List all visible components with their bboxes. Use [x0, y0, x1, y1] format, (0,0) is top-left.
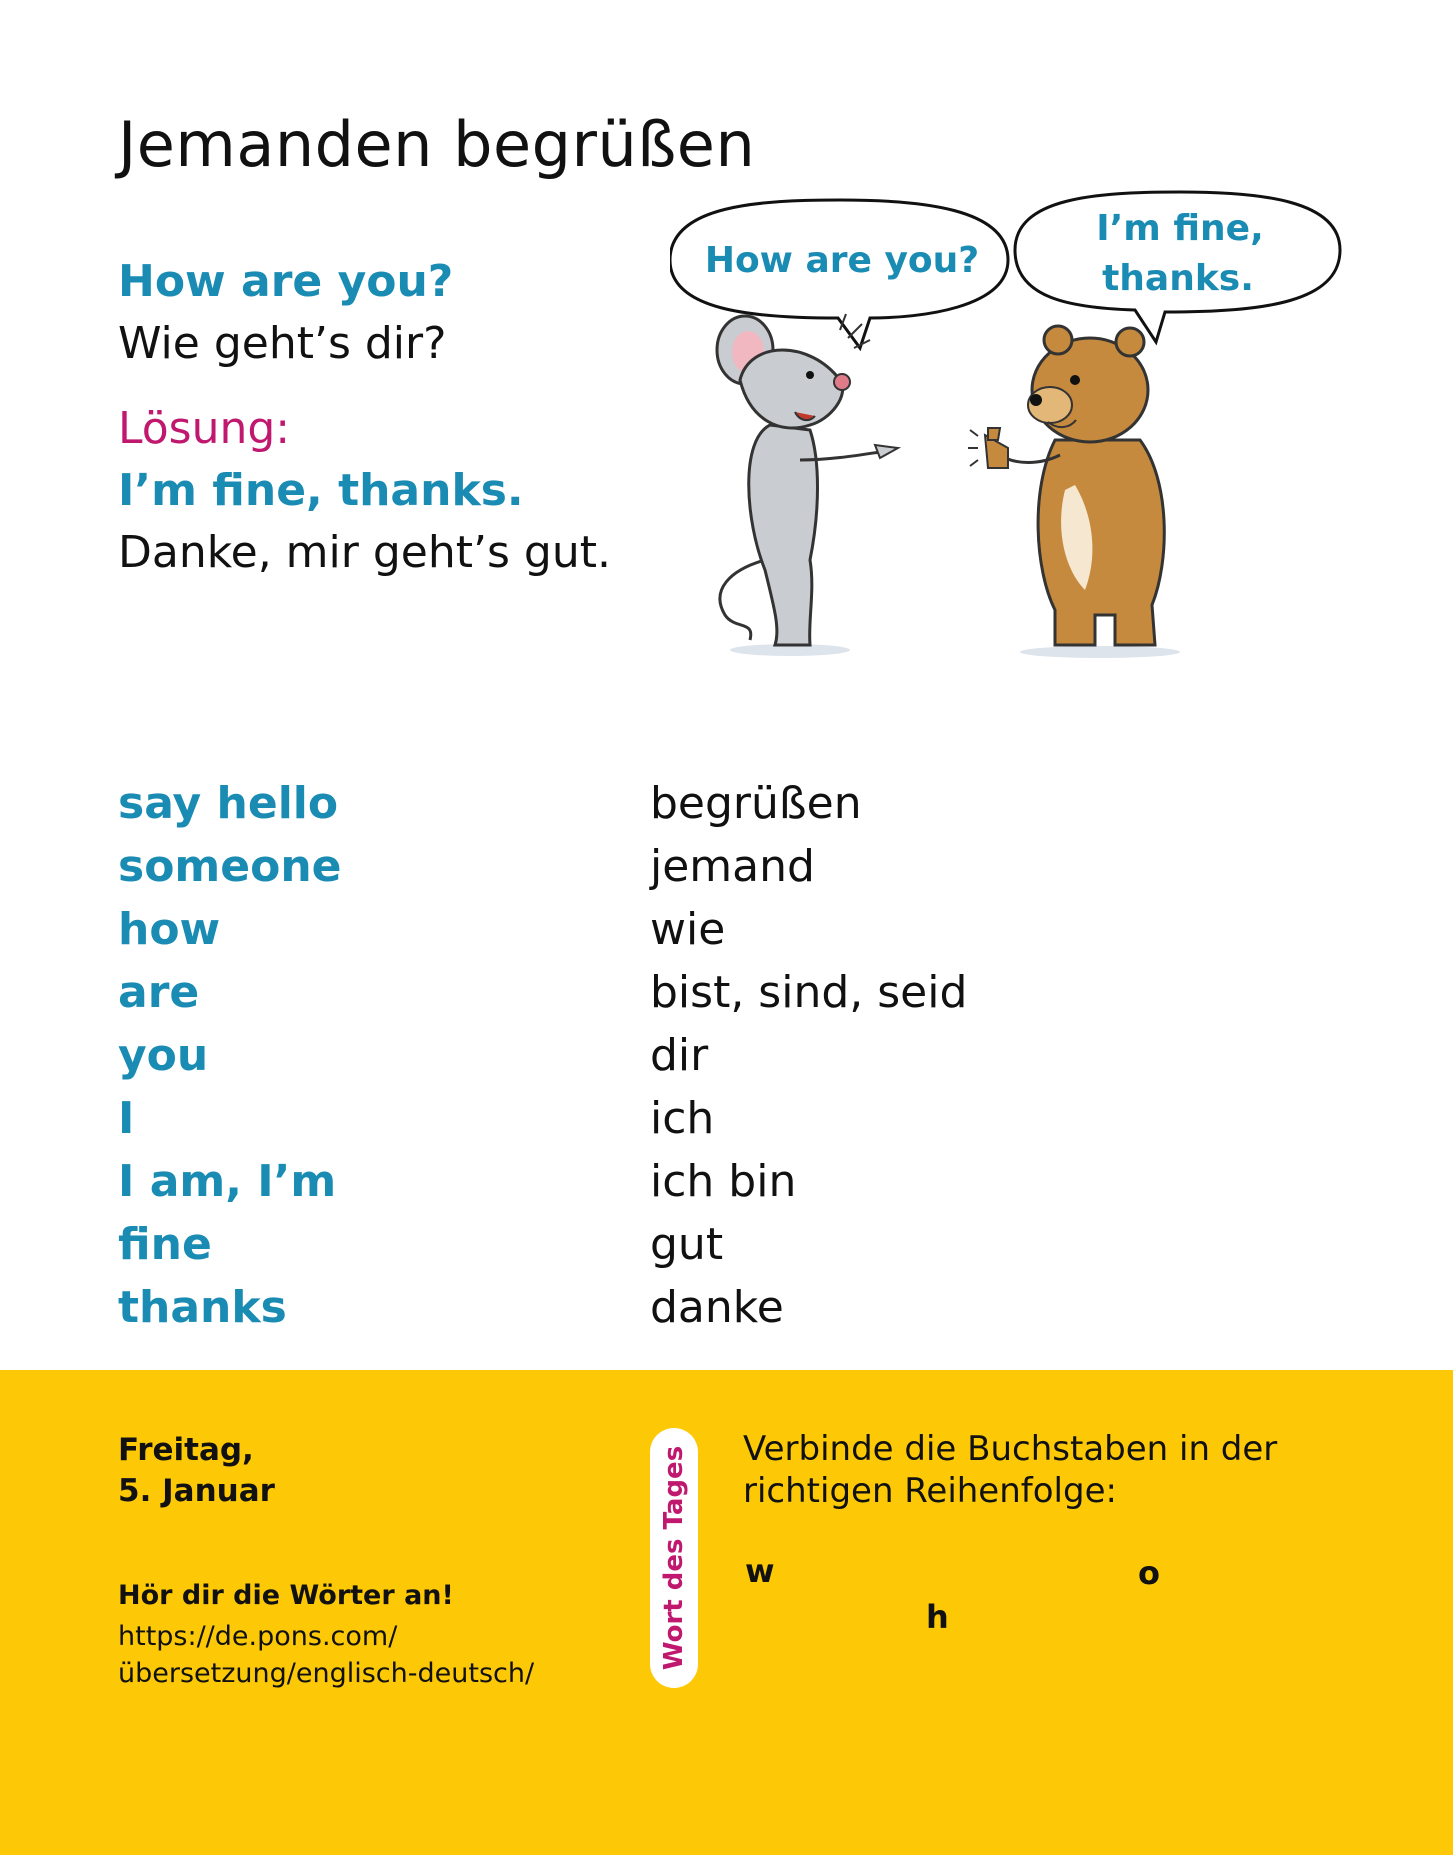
speech-bubble-right	[1015, 192, 1340, 342]
vocabulary-list	[118, 772, 1318, 1339]
bubble-right-line2: thanks.	[1102, 258, 1254, 299]
vocab-english: I	[118, 1093, 135, 1144]
url-line-2[interactable]: übersetzung/englisch-deutsch/	[118, 1658, 535, 1689]
vocab-german: jemand	[650, 841, 815, 892]
vocab-german: ich bin	[650, 1156, 797, 1207]
vocab-english: someone	[118, 841, 342, 892]
vocab-row	[118, 772, 1318, 835]
speech-bubble-left	[670, 200, 1008, 348]
vocab-row	[118, 835, 1318, 898]
badge-label: Wort des Tages	[659, 1445, 689, 1671]
listen-heading: Hör dir die Wörter an!	[118, 1580, 454, 1611]
instruction-line-1: Verbinde die Buchstaben in der	[743, 1429, 1278, 1469]
vocab-english: how	[118, 904, 221, 955]
word-of-the-day-badge	[650, 1428, 698, 1688]
mouse-icon	[717, 314, 898, 656]
vocab-row	[118, 1150, 1318, 1213]
weekday: Freitag,	[118, 1432, 254, 1468]
solution-label: Lösung:	[118, 403, 291, 454]
vocab-row	[118, 961, 1318, 1024]
vocab-german: ich	[650, 1093, 715, 1144]
vocab-english: fine	[118, 1219, 212, 1270]
question-english: How are you?	[118, 256, 454, 307]
vocab-german: gut	[650, 1219, 724, 1270]
vocab-row	[118, 898, 1318, 961]
instruction-line-2: richtigen Reihenfolge:	[743, 1471, 1117, 1511]
answer-english: I’m fine, thanks.	[118, 465, 524, 516]
dictionary-link[interactable]	[118, 1618, 534, 1692]
vocab-row	[118, 1276, 1318, 1339]
puzzle-letter-h[interactable]: h	[926, 1598, 949, 1636]
vocab-english: are	[118, 967, 200, 1018]
exercise-instruction	[743, 1428, 1277, 1512]
vocab-row	[118, 1024, 1318, 1087]
bubble-left-text: How are you?	[704, 240, 980, 281]
bear-icon	[968, 326, 1180, 658]
vocab-english: thanks	[118, 1282, 287, 1333]
bubble-right-line1: I’m fine,	[1096, 208, 1264, 249]
url-line-1[interactable]: https://de.pons.com/	[118, 1621, 398, 1652]
vocab-german: wie	[650, 904, 726, 955]
answer-german: Danke, mir geht’s gut.	[118, 527, 611, 578]
date: 5. Januar	[118, 1473, 275, 1509]
question-german: Wie geht’s dir?	[118, 318, 447, 369]
vocab-german: dir	[650, 1030, 709, 1081]
puzzle-letter-w[interactable]: w	[745, 1552, 775, 1590]
vocab-german: bist, sind, seid	[650, 967, 968, 1018]
date-block	[118, 1430, 275, 1512]
vocab-german: begrüßen	[650, 778, 862, 829]
puzzle-letter-o[interactable]: o	[1138, 1554, 1160, 1592]
vocab-row	[118, 1087, 1318, 1150]
page-title: Jemanden begrüßen	[118, 108, 756, 181]
vocab-german: danke	[650, 1282, 784, 1333]
vocab-english: say hello	[118, 778, 339, 829]
vocab-english: I am, I’m	[118, 1156, 337, 1207]
vocab-english: you	[118, 1030, 209, 1081]
greeting-illustration	[670, 190, 1350, 670]
vocab-row	[118, 1213, 1318, 1276]
